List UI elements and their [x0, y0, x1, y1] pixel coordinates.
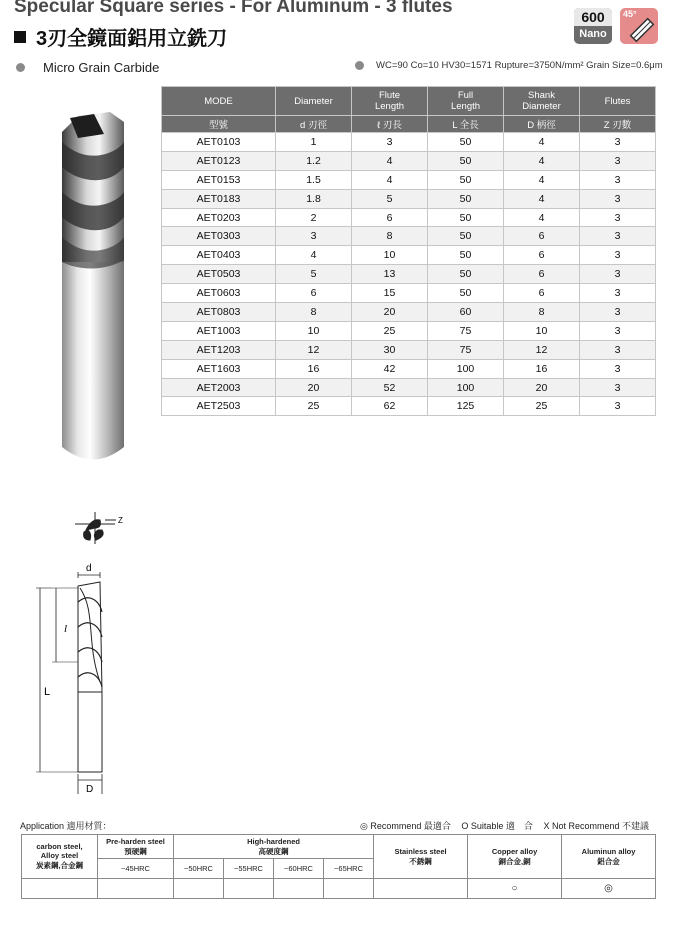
- cell-model: AET1603: [162, 359, 276, 378]
- cell-flute-length: 30: [352, 340, 428, 359]
- properties-line: [355, 60, 663, 71]
- val-65: [324, 879, 374, 899]
- cell-flute-length: 15: [352, 284, 428, 303]
- title-chinese-text: 3刃全鏡面鋁用立銑刀: [36, 28, 228, 50]
- cell-full-length: 50: [428, 265, 504, 284]
- cell-model: AET1203: [162, 340, 276, 359]
- header-flutes: Flutes: [580, 87, 656, 116]
- label-full-length: L: [44, 686, 51, 698]
- cell-model: AET2003: [162, 378, 276, 397]
- cell-shank-diameter: 8: [504, 303, 580, 322]
- cell-model: AET0203: [162, 208, 276, 227]
- cell-flutes: 3: [580, 246, 656, 265]
- cell-shank-diameter: 4: [504, 170, 580, 189]
- col-preharden: Pre-harden steel 預硬鋼: [98, 835, 174, 859]
- cell-full-length: 50: [428, 151, 504, 170]
- cell-full-length: 60: [428, 303, 504, 322]
- cell-full-length: 75: [428, 321, 504, 340]
- cell-full-length: 100: [428, 378, 504, 397]
- header-row-english: [162, 87, 656, 116]
- cell-shank-diameter: 6: [504, 284, 580, 303]
- table-row: [162, 284, 656, 303]
- table-row: [162, 265, 656, 284]
- cell-full-length: 50: [428, 133, 504, 152]
- dimension-drawing: [30, 512, 140, 797]
- cell-flutes: 3: [580, 208, 656, 227]
- cell-diameter: 1.2: [276, 151, 352, 170]
- cell-flutes: 3: [580, 284, 656, 303]
- cell-full-length: 75: [428, 340, 504, 359]
- label-shank-d: D: [86, 784, 94, 795]
- cell-model: AET0603: [162, 284, 276, 303]
- end-view-icon: [75, 512, 116, 544]
- cell-flutes: 3: [580, 378, 656, 397]
- cell-model: AET0153: [162, 170, 276, 189]
- cell-full-length: 125: [428, 397, 504, 416]
- end-mill-photo: [48, 112, 138, 472]
- cell-flutes: 3: [580, 397, 656, 416]
- cell-shank-diameter: 6: [504, 265, 580, 284]
- specification-rows: [162, 133, 656, 416]
- col-high-hardened: High-hardened 高硬度鋼: [174, 835, 374, 859]
- table-row: [162, 227, 656, 246]
- cell-model: AET2503: [162, 397, 276, 416]
- bullet-icon: [355, 61, 364, 70]
- cell-flutes: 3: [580, 227, 656, 246]
- header-flute-length-cn: ℓ 刃長: [352, 116, 428, 133]
- cell-model: AET0183: [162, 189, 276, 208]
- cell-diameter: 1.8: [276, 189, 352, 208]
- cell-diameter: 12: [276, 340, 352, 359]
- cell-model: AET0123: [162, 151, 276, 170]
- cell-flutes: 3: [580, 265, 656, 284]
- col-aluminum: Aluminun alloy 鋁合金: [562, 835, 656, 879]
- cell-shank-diameter: 4: [504, 133, 580, 152]
- table-row: [162, 133, 656, 152]
- cell-diameter: 2: [276, 208, 352, 227]
- legend-recommend: ◎ Recommend 最適合: [360, 821, 451, 831]
- col-copper: Copper alloy 銅合金,銅: [468, 835, 562, 879]
- cell-flute-length: 62: [352, 397, 428, 416]
- cell-model: AET1003: [162, 321, 276, 340]
- val-60: [274, 879, 324, 899]
- table-row: [162, 321, 656, 340]
- application-label: Application 適用材質：: [20, 821, 112, 831]
- hrc-45: ~45HRC: [98, 859, 174, 879]
- cell-flute-length: 3: [352, 133, 428, 152]
- cell-full-length: 100: [428, 359, 504, 378]
- cell-shank-diameter: 6: [504, 227, 580, 246]
- header-full-length: Full Length: [428, 87, 504, 116]
- title-chinese: [14, 22, 227, 51]
- nano-600-badge: [574, 8, 612, 44]
- table-row: [162, 208, 656, 227]
- col-carbon-steel: carbon steel, Alloy steel 炭素鋼,合金鋼: [22, 835, 98, 879]
- hrc-55: ~55HRC: [224, 859, 274, 879]
- cell-flute-length: 20: [352, 303, 428, 322]
- cell-flutes: 3: [580, 151, 656, 170]
- cell-full-length: 50: [428, 284, 504, 303]
- val-55: [224, 879, 274, 899]
- cell-flute-length: 5: [352, 189, 428, 208]
- cell-model: AET0503: [162, 265, 276, 284]
- header-shank-diameter: Shank Diameter: [504, 87, 580, 116]
- cell-diameter: 1: [276, 133, 352, 152]
- cell-diameter: 1.5: [276, 170, 352, 189]
- table-row: [162, 170, 656, 189]
- cell-full-length: 50: [428, 208, 504, 227]
- cell-diameter: 8: [276, 303, 352, 322]
- end-mill-icon: [620, 8, 658, 44]
- cell-shank-diameter: 4: [504, 189, 580, 208]
- cell-shank-diameter: 4: [504, 208, 580, 227]
- cell-flute-length: 4: [352, 151, 428, 170]
- cell-flutes: 3: [580, 321, 656, 340]
- cell-model: AET0803: [162, 303, 276, 322]
- cell-flute-length: 4: [352, 170, 428, 189]
- header-mode: MODE: [162, 87, 276, 116]
- cell-shank-diameter: 4: [504, 151, 580, 170]
- cell-model: AET0403: [162, 246, 276, 265]
- val-aluminum: ◎: [562, 879, 656, 899]
- cell-flute-length: 25: [352, 321, 428, 340]
- cell-shank-diameter: 16: [504, 359, 580, 378]
- val-carbon: [22, 879, 98, 899]
- cell-shank-diameter: 12: [504, 340, 580, 359]
- hrc-65: ~65HRC: [324, 859, 374, 879]
- cell-full-length: 50: [428, 246, 504, 265]
- legend-not-recommend: X Not Recommend 不建議: [543, 821, 649, 831]
- table-row: [162, 303, 656, 322]
- cell-flutes: 3: [580, 189, 656, 208]
- header-diameter-cn: d 刃徑: [276, 116, 352, 133]
- cell-flutes: 3: [580, 133, 656, 152]
- header-mode-cn: 型號: [162, 116, 276, 133]
- cell-flute-length: 42: [352, 359, 428, 378]
- cell-flute-length: 13: [352, 265, 428, 284]
- specification-table: [161, 86, 656, 416]
- val-50: [174, 879, 224, 899]
- header-flutes-cn: Z 刃數: [580, 116, 656, 133]
- hrc-50: ~50HRC: [174, 859, 224, 879]
- legend-suitable: O Suitable 適 合: [461, 821, 533, 831]
- val-preharden: [98, 879, 174, 899]
- cell-model: AET0103: [162, 133, 276, 152]
- cell-diameter: 16: [276, 359, 352, 378]
- hrc-60: ~60HRC: [274, 859, 324, 879]
- badge-nano-label: Nano: [579, 28, 607, 40]
- label-flute-length: l: [64, 623, 68, 635]
- square-bullet-icon: [14, 31, 26, 43]
- badge-600-number: 600: [574, 8, 612, 26]
- cell-flute-length: 8: [352, 227, 428, 246]
- cell-diameter: 25: [276, 397, 352, 416]
- val-copper: ○: [468, 879, 562, 899]
- cell-model: AET0303: [162, 227, 276, 246]
- cell-diameter: 4: [276, 246, 352, 265]
- cell-diameter: 20: [276, 378, 352, 397]
- cell-full-length: 50: [428, 170, 504, 189]
- cell-shank-diameter: 25: [504, 397, 580, 416]
- table-row: [162, 189, 656, 208]
- application-table: [21, 834, 656, 899]
- cell-diameter: 6: [276, 284, 352, 303]
- helix-45-badge: [620, 8, 658, 44]
- cell-full-length: 50: [428, 189, 504, 208]
- header-row-chinese: [162, 116, 656, 133]
- cell-diameter: 10: [276, 321, 352, 340]
- cell-flute-length: 6: [352, 208, 428, 227]
- cell-flutes: 3: [580, 340, 656, 359]
- material-text: Micro Grain Carbide: [43, 60, 160, 75]
- cell-flute-length: 10: [352, 246, 428, 265]
- table-row: [162, 151, 656, 170]
- header-full-length-cn: L 全長: [428, 116, 504, 133]
- header-flute-length: Flute Length: [352, 87, 428, 116]
- cell-flutes: 3: [580, 359, 656, 378]
- material-line: [16, 60, 159, 75]
- cell-diameter: 5: [276, 265, 352, 284]
- cell-full-length: 50: [428, 227, 504, 246]
- val-stainless: [374, 879, 468, 899]
- cell-shank-diameter: 20: [504, 378, 580, 397]
- title-english: Specular Square series - For Aluminum - 3 flutes: [14, 0, 453, 17]
- cell-flutes: 3: [580, 170, 656, 189]
- cell-shank-diameter: 6: [504, 246, 580, 265]
- bullet-icon: [16, 63, 25, 72]
- label-z: Z: [118, 516, 123, 525]
- suitability-row: [22, 879, 656, 899]
- table-row: [162, 246, 656, 265]
- header-shank-diameter-cn: D 柄徑: [504, 116, 580, 133]
- cell-flute-length: 52: [352, 378, 428, 397]
- cell-diameter: 3: [276, 227, 352, 246]
- header-diameter: Diameter: [276, 87, 352, 116]
- table-row: [162, 378, 656, 397]
- application-legend: [360, 819, 657, 832]
- badge-angle-label: 45°: [623, 9, 637, 19]
- cell-shank-diameter: 10: [504, 321, 580, 340]
- cell-flutes: 3: [580, 303, 656, 322]
- properties-text: WC=90 Co=10 HV30=1571 Rupture=3750N/mm² Grain Size=0.6μm: [376, 60, 663, 71]
- table-row: [162, 397, 656, 416]
- table-row: [162, 340, 656, 359]
- label-d: d: [86, 563, 92, 574]
- col-stainless: Stainless steel 不銹鋼: [374, 835, 468, 879]
- table-row: [162, 359, 656, 378]
